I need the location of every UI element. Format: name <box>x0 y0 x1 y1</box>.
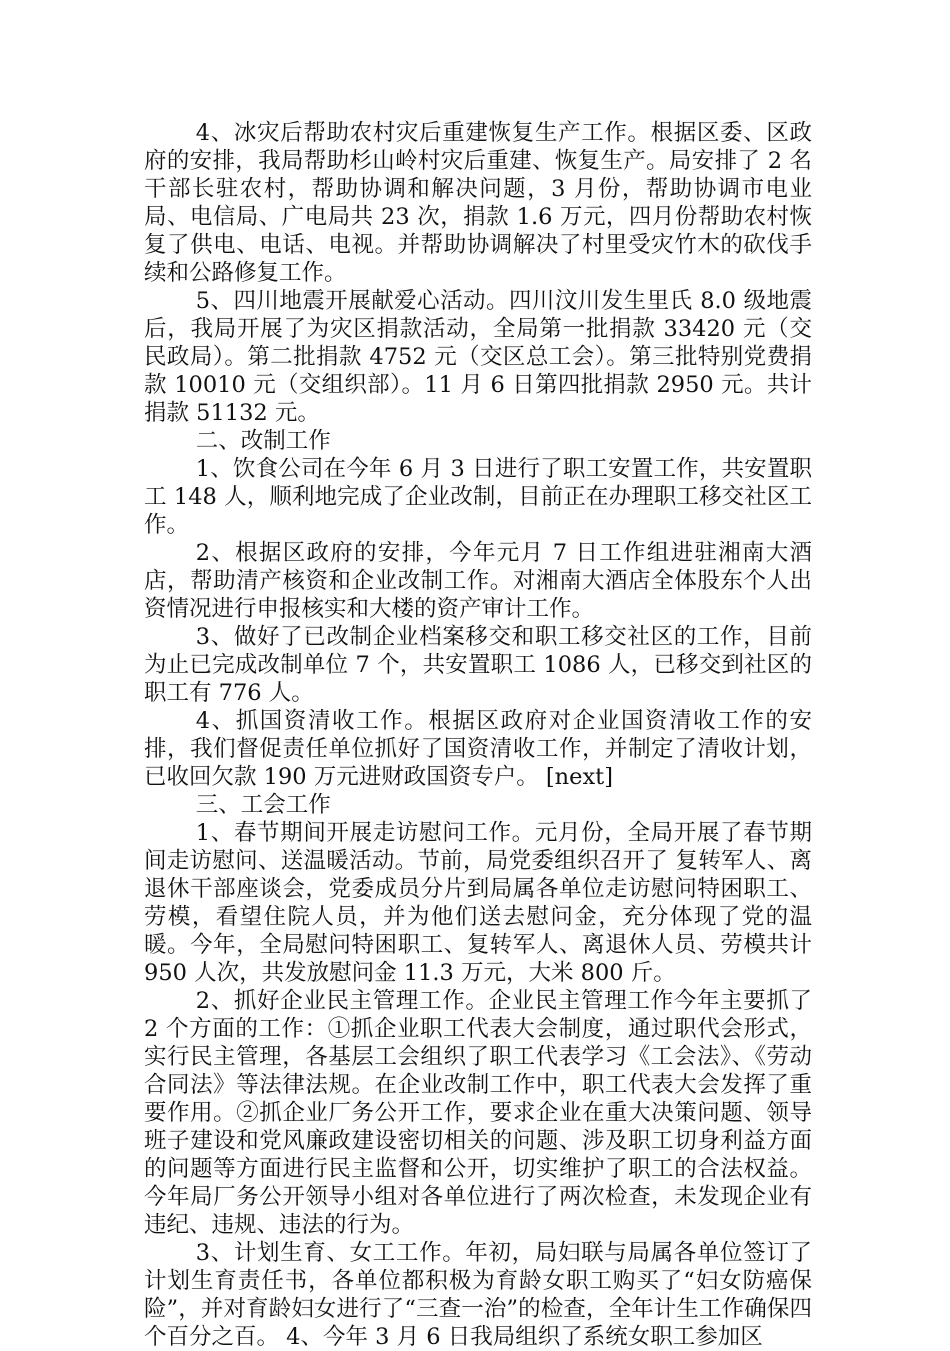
paragraph-democratic-management: 2、抓好企业民主管理工作。企业民主管理工作今年主要抓了 2 个方面的工作：①抓企业职工代表大会制度，通过职代会形式，实行民主管理，各基层工会组织了职工代表学习《工会法》、《劳动合同法》等法律法规。在企业改制工作中，职工代表大会发挥了重要作用。②抓企业厂务公开工作，要求企业在重大决策问题、领导班子建设和党风廉政建设密切相关的问题、涉及职工切身利益方面的问题等方面进行民主监督和公开，切实维护了职工的合法权益。今年局厂务公开领导小组对各单位进行了两次检查，未发现企业有违纪、违规、违法的行为。 <box>144 988 820 1238</box>
paragraph-sichuan-earthquake-donation: 5、四川地震开展献爱心活动。四川汶川发生里氏 8.0 级地震后，我局开展了为灾区捐款活动，全局第一批捐款 33420 元（交民政局）。第二批捐款 4752 元（交区总工会）。第三批特别党费捐款 10010 元（交组织部）。11 月 6 日第四批捐款 2950 元。共计捐款 51132 元。 <box>144 288 812 426</box>
paragraph-xiangnan-hotel: 2、根据区政府的安排，今年元月 7 日工作组进驻湘南大酒店，帮助清产核资和企业改制工作。对湘南大酒店全体股东个人出资情况进行申报核实和大楼的资产审计工作。 <box>144 540 812 622</box>
section-heading-restructuring: 二、改制工作 <box>195 428 331 454</box>
paragraph-catering-company: 1、饮食公司在今年 6 月 3 日进行了职工安置工作，共安置职工 148 人，顺利地完成了企业改制，目前正在办理职工移交社区工作。 <box>144 456 812 538</box>
section-heading-trade-union: 三、工会工作 <box>195 792 331 818</box>
paragraph-family-planning: 3、计划生育、女工工作。年初，局妇联与局属各单位签订了计划生育责任书，各单位都积极为育龄女职工购买了“妇女防癌保险”，并对育龄妇女进行了“三查一治”的检查，全年计生工作确保四个百分之百。 4、今年 3 月 6 日我局组织了系统女职工参加区 <box>144 1240 812 1350</box>
paragraph-archive-transfer: 3、做好了已改制企业档案移交和职工移交社区的工作，目前为止已完成改制单位 7 个，共安置职工 1086 人，已移交到社区的职工有 776 人。 <box>144 624 812 706</box>
paragraph-state-asset-recovery: 4、抓国资清收工作。根据区政府对企业国资清收工作的安排，我们督促责任单位抓好了国资清收工作，并制定了清收计划，已收回欠款 190 万元进财政国资专户。 [next] <box>144 708 812 790</box>
paragraph-ice-disaster-recovery: 4、冰灾后帮助农村灾后重建恢复生产工作。根据区委、区政府的安排，我局帮助杉山岭村灾后重建、恢复生产。局安排了 2 名干部长驻农村，帮助协调和解决问题，3 月份，帮助协调市电业局、电信局、广电局共 23 次，捐款 1.6 万元，四月份帮助农村恢复了供电、电话、电视。并帮助协调解决了村里受灾竹木的砍伐手续和公路修复工作。 <box>144 120 812 286</box>
document-body <box>144 119 820 1351</box>
paragraph-spring-festival-visits: 1、春节期间开展走访慰问工作。元月份，全局开展了春节期间走访慰问、送温暖活动。节前，局党委组织召开了 复转军人、离退休干部座谈会，党委成员分片到局属各单位走访慰问特困职工、劳模，看望住院人员，并为他们送去慰问金，充分体现了党的温暖。今年，全局慰问特困职工、复转军人、离退休人员、劳模共计 950 人次，共发放慰问金 11.3 万元，大米 800 斤。 <box>144 820 820 986</box>
